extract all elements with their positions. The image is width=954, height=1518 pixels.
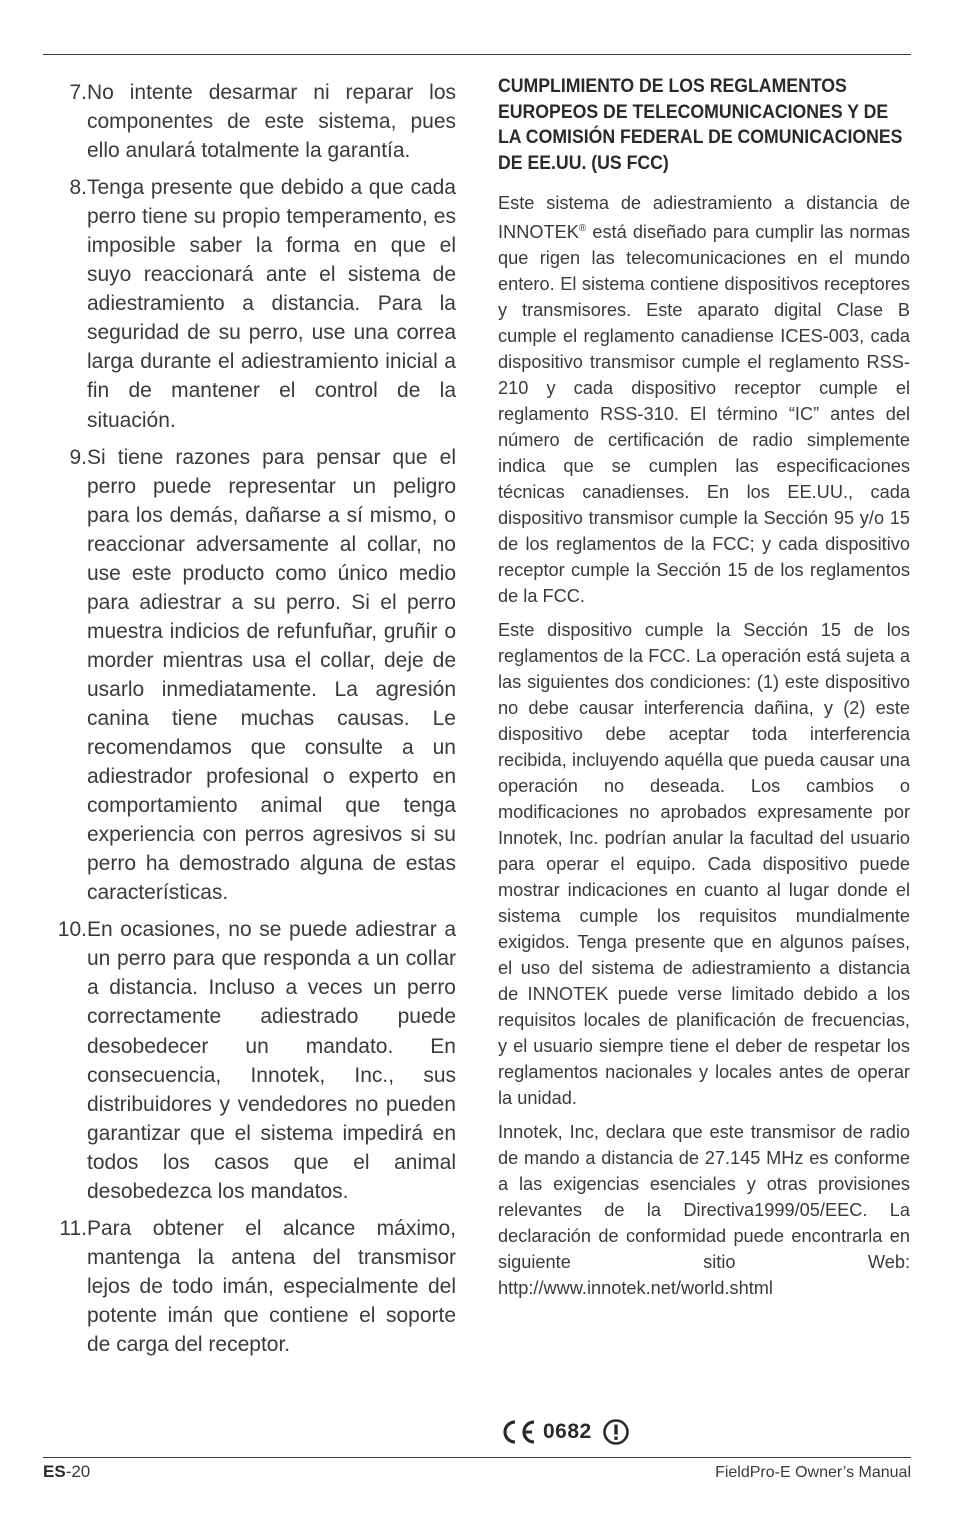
list-item <box>43 78 456 165</box>
item-text: No intente desarmar ni reparar los componentes de este sistema, pues ello anulará totalmente la garantía. <box>87 81 456 163</box>
item-text: Tenga presente que debido a que cada perro tiene su propio temperamento, es imposible saber la forma en que el suyo reaccionará ante el sistema de adiestramiento a distancia. Para la seguridad de su perro, use una correa larga durante el adiestramiento inicial a fin de mantener el control de la situación. <box>87 176 456 432</box>
compliance-paragraph-2: Este dispositivo cumple la Sección 15 de los reglamentos de la FCC. La operación está sujeta a las siguientes dos condiciones: (1) este dispositivo no debe causar interferencia dañina, y (2) este dispositivo debe aceptar toda interferencia recibida, incluyendo aquélla que pueda causar una operación no deseada. Los cambios o modificaciones no aprobados expresamente por Innotek, Inc. podrían anular la facultad del usuario para operar el equipo. Cada dispositivo puede mostrar indicaciones en cuanto al lugar donde el sistema cumple los requisitos mundialmente exigidos. Tenga presente que en algunos países, el uso del sistema de adiestramiento a distancia de INNOTEK puede verse limitado debido a los requisitos locales de planificación de frecuencias, y el usuario siempre tiene el deber de respetar los reglamentos nacionales y locales antes de operar la unidad. <box>498 620 910 1109</box>
page-num: -20 <box>65 1462 91 1481</box>
item-text: En ocasiones, no se puede adiestrar a un perro para que responda a un collar a distancia. Incluso a veces un perro correctamente adiestrado puede desobedecer un mandato. En consecuencia, Innotek, Inc., sus distribuidores y vendedores no pueden garantizar que el sistema impedirá en todos los casos que el animal desobedezca los mandatos. <box>87 918 456 1203</box>
list-item <box>43 173 456 434</box>
item-text: Para obtener el alcance máximo, mantenga la antena del transmisor lejos de todo imán, especialmente del potente imán que contiene el soporte de carga del receptor. <box>87 1216 456 1356</box>
item-text: Si tiene razones para pensar que el perro puede representar un peligro para los demás, dañarse a sí mismo, o reaccionar adversamente al collar, no use este producto como único medio para adiestrar a su perro. Si el perro muestra indicios de refunfuñar, gruñir o morder mientras usa el collar, deje de usarlo inmediatamente. La agresión canina tiene muchas causas. Le recomendamos que consulte a un adiestrador profesional o experto en comportamiento animal que tenga experiencia con perros agresivos si su perro ha demostrado alguna de estas características. <box>87 445 456 905</box>
list-item <box>43 915 456 1205</box>
item-number: 7. <box>69 81 87 104</box>
item-number: 9. <box>69 445 87 469</box>
top-rule <box>43 54 911 55</box>
compliance-paragraph-3: Innotek, Inc, declara que este transmisor de radio de mando a distancia de 27.145 MHz es conforme a las exigencias esenciales y otras provisiones relevantes de la Directiva1999/05/EEC. La declaración de conformidad puede encontrarla en siguiente sitio Web: http://www.innotek.net/world.shtml <box>498 1122 910 1299</box>
section-heading: CUMPLIMIENTO DE LOS REGLAMENTOS EUROPEOS DE TELECOMUNICACIONES Y DE LA COMISIÓN FEDERAL DE COMUNICACIONES DE EE.UU. (US FCC) <box>498 76 903 174</box>
notified-body-number: 0682 <box>543 1420 592 1443</box>
alert-class-icon <box>602 1418 630 1446</box>
page-number <box>43 1462 90 1482</box>
ce-mark-icon <box>499 1419 537 1445</box>
bottom-rule <box>43 1457 911 1458</box>
list-item <box>43 1214 456 1359</box>
registered-mark: ® <box>578 223 587 234</box>
compliance-paragraph-1: Este sistema de adiestramiento a distancia de INNOTEK® está diseñado para cumplir las normas que rigen las telecomunicaciones en el mundo entero. El sistema contiene dispositivos receptores y transmisores. Este aparato digital Clase B cumple el reglamento canadiense ICES-003, cada dispositivo transmisor cumple el reglamento RSS-210 y cada dispositivo receptor cumple el reglamento RSS-310. El término “IC” antes del número de certificación de radio simplemente indica que se cumplen las especificaciones técnicas canadienses. En los EE.UU., cada dispositivo transmisor cumple la Sección 95 y/o 15 de los reglamentos de la FCC; y cada dispositivo receptor cumple la Sección 15 de los reglamentos de la FCC. <box>498 193 910 607</box>
manual-title: FieldPro-E Owner’s Manual <box>715 1464 911 1481</box>
certification-marks <box>499 1418 630 1446</box>
language-code: ES <box>43 1462 66 1481</box>
safety-list <box>43 78 456 1367</box>
compliance-section <box>498 74 910 1309</box>
item-number: 10. <box>57 918 87 942</box>
list-item <box>43 443 456 908</box>
item-number: 8. <box>69 176 87 200</box>
item-number: 11. <box>59 1216 87 1240</box>
